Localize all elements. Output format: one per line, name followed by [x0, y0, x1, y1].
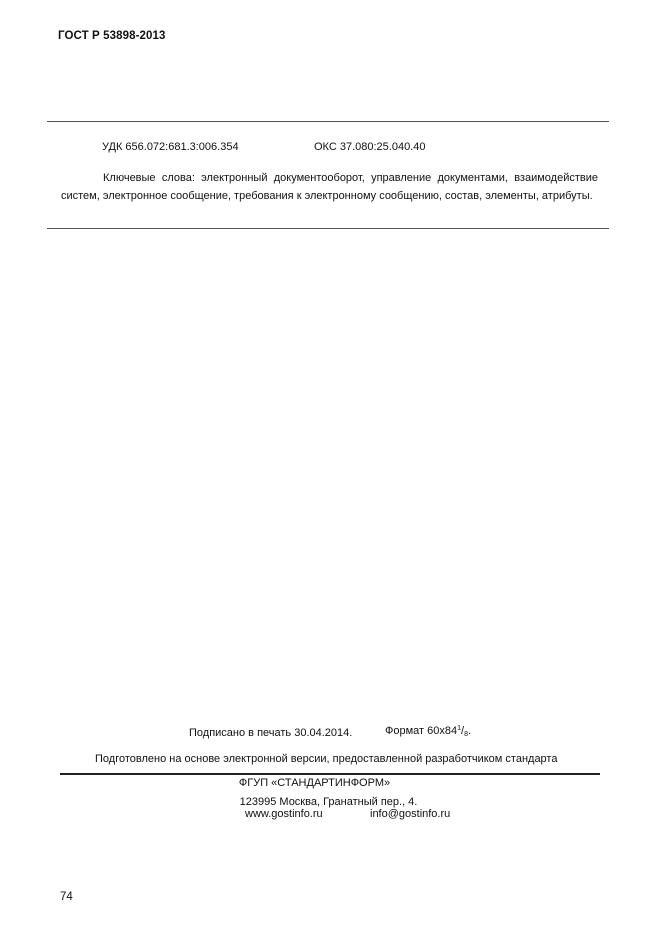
format-numerator: 1 — [457, 725, 462, 732]
print-format — [385, 725, 471, 738]
format-denominator: 8 — [464, 731, 468, 738]
publisher-email: info@gostinfo.ru — [370, 808, 451, 820]
top-divider — [47, 121, 609, 122]
page-number: 74 — [60, 891, 73, 903]
publisher-name: ФГУП «СТАНДАРТИНФОРМ» — [238, 777, 391, 789]
udk-code: УДК 656.072:681.3:006.354 — [102, 141, 239, 153]
prepared-note: Подготовлено на основе электронной версии, предоставленной разработчиком стандарта — [95, 753, 558, 765]
document-code: ГОСТ Р 53898-2013 — [58, 30, 166, 42]
keywords-paragraph: Ключевые слова: электронный документооборот, управление документами, взаимодействие систем, электронное сообщение, требования к электронному сообщению, состав, элементы, атрибуты. — [61, 172, 598, 202]
middle-divider — [47, 228, 609, 229]
publisher-address: 123995 Москва, Гранатный пер., 4. — [239, 796, 418, 808]
publisher-website: www.gostinfo.ru — [245, 808, 323, 820]
format-end: . — [467, 725, 472, 737]
publisher-divider — [60, 773, 600, 775]
format-separator: / — [461, 725, 465, 737]
format-label: Формат 60x84 — [385, 725, 458, 737]
signed-to-print: Подписано в печать 30.04.2014. — [189, 727, 353, 739]
oks-code: ОКС 37.080:25.040.40 — [314, 141, 426, 153]
